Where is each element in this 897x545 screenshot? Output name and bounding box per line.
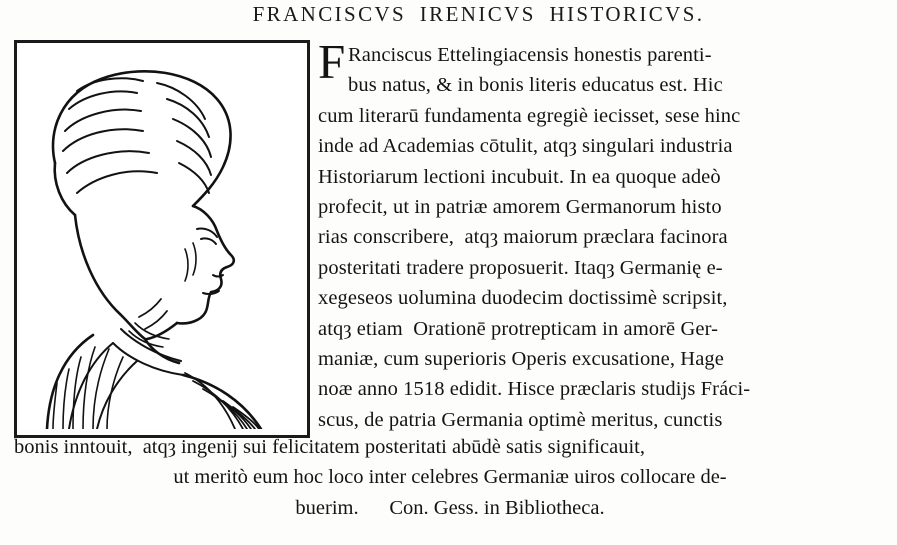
text-line: Ranciscus Ettelingiacensis honestis parenti- xyxy=(348,44,712,66)
text-line: posteritati tradere proposuerit. Itaqȝ Germanię e- xyxy=(318,256,723,279)
text-line: Historiarum lectioni incubuit. In ea quoque adeò xyxy=(318,165,721,188)
text-line: scus, de patria Germania optimè meritus, cunctis xyxy=(318,408,723,431)
text-line: noæ anno 1518 edidit. Hisce præclaris studijs Fráci- xyxy=(318,378,751,401)
text-line: bus natus, & in bonis literis educatus est. Hic xyxy=(348,74,723,97)
body-text-full-width xyxy=(14,432,886,523)
text-line: xegeseos uolumina duodecim doctissimè scripsit, xyxy=(318,287,728,310)
page-title: FRANCISCVS IRENICVS HISTORICVS. xyxy=(252,2,705,26)
attribution-line: buerim. Con. Gess. in Bibliotheca. xyxy=(295,496,605,519)
text-line: atqȝ etiam Orationē protrepticam in amorē Ger- xyxy=(318,317,719,340)
text-line: profecit, ut in patriæ amorem Germanorum histo xyxy=(318,195,722,218)
text-line: maniæ, cum superioris Operis excusatione, Hage xyxy=(318,347,724,370)
drop-cap: F xyxy=(318,34,346,89)
text-line: rias conscribere, atqȝ maiorum præclara facinora xyxy=(318,226,728,249)
body-text-right-column xyxy=(318,34,888,435)
text-line: ut meritò eum hoc loco inter celebres Germaniæ uiros collocare de- xyxy=(173,466,727,489)
text-line: cum literarū fundamenta egregiè iecisset, sese hinc xyxy=(318,104,741,127)
text-line: bonis inntouit, atqȝ ingenij sui felicitatem posteritati abūdè satis significauit, xyxy=(14,436,645,458)
portrait-woodcut xyxy=(14,40,310,438)
text-line: inde ad Academias cōtulit, atqȝ singulari industria xyxy=(318,135,733,158)
portrait-illustration xyxy=(17,43,301,429)
